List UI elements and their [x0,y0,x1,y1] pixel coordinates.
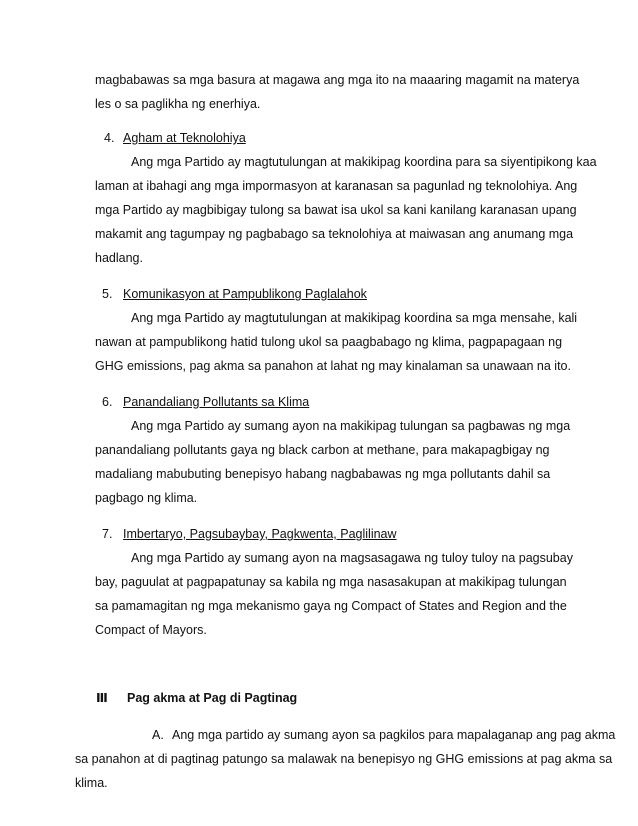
section-7-number: 7. [102,527,113,541]
intro-line-2: les o sa paglikha ng enerhiya. [95,97,261,111]
section-4-line: makamit ang tagumpay ng pagbabago sa teknolohiya at maiwasan ang anumang mga [95,227,574,241]
section-5-number: 5. [102,287,113,301]
section-5-line: GHG emissions, pag akma sa panahon at lahat ng may kinalaman sa unawaan na ito. [95,359,571,373]
section-6-line: pagbago ng klima. [95,491,198,505]
section-6-line: madaliang mabubuting benepisyo habang nagbabawas ng mga pollutants dahil sa [95,467,551,481]
item-a-line: klima. [75,776,108,790]
section-4-heading: Agham at Teknolohiya [123,131,246,145]
item-a-letter: A. [152,728,164,742]
section-5-line: nawan at pampublikong hatid tulong ukol sa paagbabago ng klima, pagpapagaan ng [95,335,563,349]
section-5-heading: Komunikasyon at Pampublikong Paglalahok [123,287,367,301]
section-6-line: Ang mga Partido ay sumang ayon na makikipag tulungan sa pagbawas ng mga [131,419,571,433]
item-a-line: sa panahon at di pagtinag patungo sa malawak na benepisyo ng GHG emissions at pag akma sa [75,752,613,766]
section-5-line: Ang mga Partido ay magtutulungan at makikipag koordina sa mga mensahe, kali [131,311,578,325]
part-3-numeral: Ⅲ [96,691,108,705]
section-7-heading: Imbertaryo, Pagsubaybay, Pagkwenta, Paglilinaw [123,527,397,541]
section-6-number: 6. [102,395,113,409]
section-6-heading: Panandaliang Pollutants sa Klima [123,395,310,409]
item-a-line: Ang mga partido ay sumang ayon sa pagkilos para mapalaganap ang pag akma [172,728,616,742]
intro-line-1: magbabawas sa mga basura at magawa ang mga ito na maaaring magamit na materya [95,73,580,87]
section-7-line: sa pamamagitan ng mga mekanismo gaya ng Compact of States and Region and the [95,599,567,613]
section-4-line: mga Partido ay magbibigay tulong sa bawat isa ukol sa kani kanilang karanasan upang [95,203,577,217]
section-4-line: Ang mga Partido ay magtutulungan at makikipag koordina para sa siyentipikong kaa [131,155,597,169]
part-3-heading: Pag akma at Pag di Pagtinag [127,691,298,705]
section-7-line: Compact of Mayors. [95,623,207,637]
section-4-line: hadlang. [95,251,143,265]
section-7-line: Ang mga Partido ay sumang ayon na magsasagawa ng tuloy tuloy na pagsubay [131,551,573,565]
section-7-line: bay, paguulat at pagpapatunay sa kabila ng mga nasasakupan at makikipag tulungan [95,575,567,589]
section-4-line: laman at ibahagi ang mga impormasyon at karanasan sa pagunlad ng teknolohiya. Ang [95,179,578,193]
section-4-number: 4. [104,131,115,145]
section-6-line: panandaliang pollutants gaya ng black carbon at methane, para makapagbigay ng [95,443,550,457]
